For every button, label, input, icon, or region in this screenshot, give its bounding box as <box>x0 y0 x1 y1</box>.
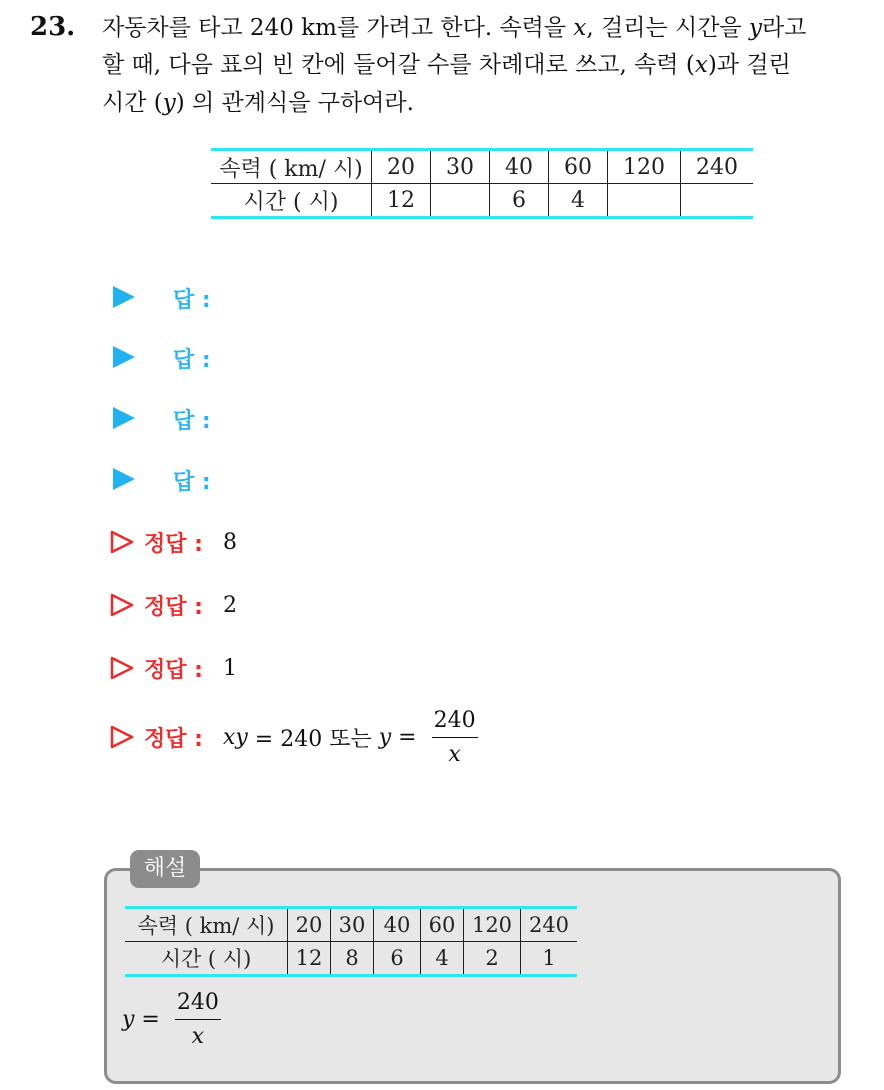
question-line-2 <box>102 50 791 80</box>
question-text: , 걸리는 시간을 <box>586 15 749 41</box>
outline-triangle-icon <box>110 656 134 680</box>
answer-label: 답 : <box>173 288 211 313</box>
table-cell: 12 <box>372 184 431 218</box>
play-triangle-icon <box>113 286 135 308</box>
question-number: 23. <box>30 12 76 42</box>
var-y: y <box>378 724 392 750</box>
var-x: x <box>573 15 587 41</box>
play-triangle-icon <box>113 407 135 429</box>
table-row <box>125 908 577 942</box>
correct-answer-label: 정답 : <box>144 657 203 683</box>
table-cell: 1 <box>521 942 578 976</box>
fraction-denominator: x <box>191 1024 205 1049</box>
table-cell: 4 <box>421 942 464 976</box>
equals-sign: = <box>134 1007 167 1032</box>
table-cell: 60 <box>549 150 608 184</box>
table-cell: 12 <box>288 942 331 976</box>
table-cell: 40 <box>374 908 421 942</box>
equals-sign: = <box>391 724 424 750</box>
correct-answer-row <box>110 524 237 560</box>
question-line-3 <box>102 88 414 118</box>
question-text: 라고 <box>761 15 807 41</box>
fraction <box>175 990 221 1049</box>
table-cell: 120 <box>464 908 521 942</box>
table-cell: 120 <box>608 150 681 184</box>
table-cell: 20 <box>372 150 431 184</box>
table-header-time: 시간 ( 시) <box>243 189 339 215</box>
table-header-speed: 속력 ( km/ 시) <box>211 150 372 184</box>
correct-answer-row <box>110 706 478 768</box>
answer-label: 답 : <box>173 409 211 434</box>
correct-answer-equation <box>223 708 478 767</box>
fraction-denominator: x <box>448 741 461 767</box>
table-row <box>211 150 753 184</box>
question-text: ) 의 관계식을 구하여라. <box>175 90 414 116</box>
table-cell: 60 <box>421 908 464 942</box>
table-cell: 240 <box>521 908 578 942</box>
correct-answer-value: 2 <box>222 592 237 618</box>
table-row <box>211 184 753 218</box>
var-y: y <box>122 1007 135 1032</box>
outline-triangle-icon <box>110 593 134 617</box>
correct-answer-label: 정답 : <box>144 594 203 620</box>
answer-label: 답 : <box>173 348 211 373</box>
table-cell: 30 <box>331 908 374 942</box>
fraction-numerator: 240 <box>432 708 478 738</box>
equation-text: = 240 또는 <box>247 726 379 752</box>
question-line-1 <box>102 13 806 43</box>
correct-answer-label: 정답 : <box>144 531 203 557</box>
explanation-table <box>125 906 577 977</box>
outline-triangle-icon <box>110 725 134 749</box>
table-cell: 2 <box>464 942 521 976</box>
correct-answer-value: 8 <box>222 529 237 555</box>
play-triangle-icon <box>113 346 135 368</box>
table-cell: 6 <box>490 184 549 218</box>
table-cell: 8 <box>331 942 374 976</box>
fraction <box>432 708 478 767</box>
table-cell: 240 <box>681 150 754 184</box>
correct-answer-row <box>110 587 237 623</box>
correct-answer-row <box>110 650 237 686</box>
play-triangle-icon <box>113 468 135 490</box>
table-header-time: 시간 ( 시) <box>160 947 252 971</box>
var-y: y <box>748 15 762 41</box>
var-y: y <box>162 90 176 116</box>
fraction-numerator: 240 <box>175 990 221 1020</box>
var-x: x <box>694 52 708 78</box>
answer-label: 답 : <box>173 470 211 495</box>
table-header-speed: 속력 ( km/ 시) <box>125 908 288 942</box>
table-cell <box>608 184 681 218</box>
table-cell: 40 <box>490 150 549 184</box>
explanation-tag: 해설 <box>130 850 200 888</box>
table-cell: 6 <box>374 942 421 976</box>
table-cell: 20 <box>288 908 331 942</box>
table-cell <box>431 184 490 218</box>
correct-answer-label: 정답 : <box>144 726 203 752</box>
question-text: 시간 ( <box>102 90 163 116</box>
var-xy: xy <box>222 724 248 750</box>
question-text: 자동차를 타고 240 km를 가려고 한다. 속력을 <box>102 15 574 41</box>
table-cell: 30 <box>431 150 490 184</box>
table-cell: 4 <box>549 184 608 218</box>
question-text: )과 걸린 <box>707 52 791 78</box>
table-row <box>125 942 577 976</box>
correct-answer-value: 1 <box>222 655 237 681</box>
outline-triangle-icon <box>110 530 134 554</box>
question-text: 할 때, 다음 표의 빈 칸에 들어갈 수를 차례대로 쓰고, 속력 ( <box>102 52 695 78</box>
explanation-equation <box>122 990 221 1049</box>
speed-time-table <box>211 148 753 219</box>
table-cell <box>681 184 754 218</box>
